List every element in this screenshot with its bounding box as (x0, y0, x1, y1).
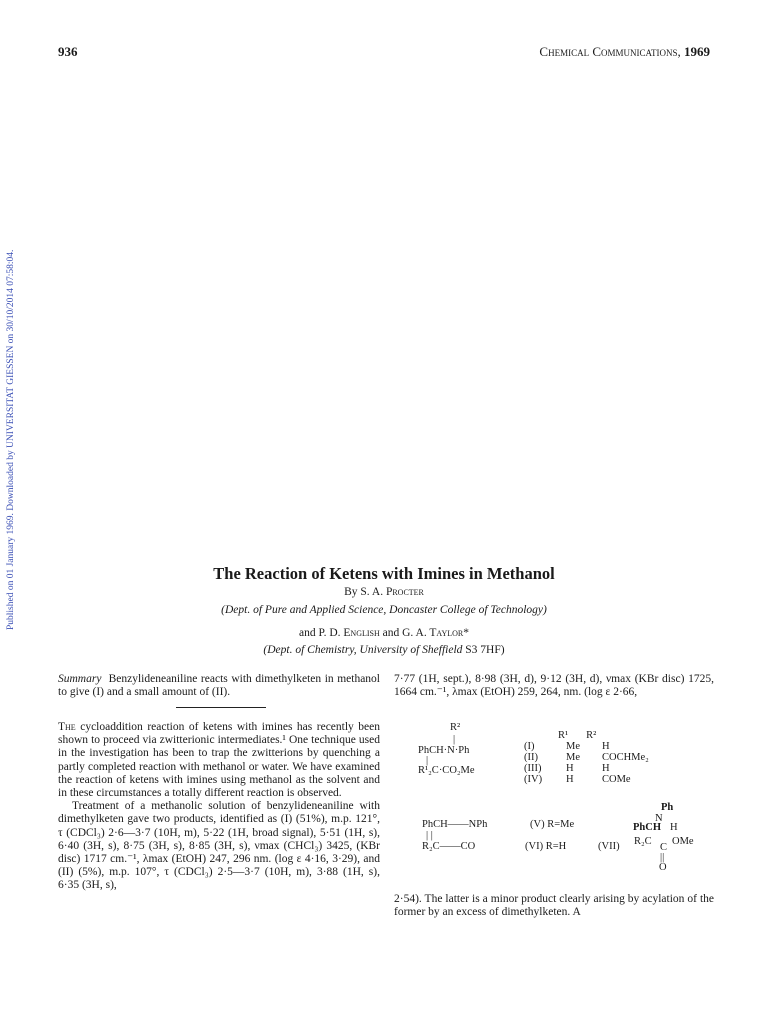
structure-1-line1: PhCH·N·Ph (418, 745, 470, 756)
author-2: P. D. English (318, 627, 380, 639)
structure-7-phch: PhCH (633, 822, 662, 833)
journal-year: 1969 (684, 44, 710, 59)
table-row: (III) H H (524, 763, 610, 774)
summary-label: Summary (58, 673, 102, 685)
structure-6-label: (VI) R=H (525, 841, 567, 852)
summary (58, 673, 380, 699)
affiliation-2 (0, 644, 768, 656)
structure-5-label: (V) R=Me (530, 819, 575, 830)
author-3: G. A. Taylor* (402, 627, 469, 639)
structure-7-h: H (670, 822, 678, 833)
article-title: The Reaction of Ketens with Imines in Methanol (213, 564, 555, 583)
and-prefix-2: and (382, 627, 400, 639)
structure-7-ome: OMe (672, 836, 694, 847)
structure-2-bonds: | | (426, 830, 433, 841)
structure-2-line1: PhCH——NPh (422, 819, 488, 830)
structure-7-label: (VII) (598, 841, 620, 852)
paragraph-2: Treatment of a methanolic solution of benzylideneaniline with dimethylketen gave two products, identified as (I) (51%), m.p. 121°, τ (CDCl₃) 2·6—3·7 (10H, m), 5·22 (1H, broad signal), 5·51 (1H, s), 6·40 (3H, s), 8·75 (3H, s), 8·85 (3H, s), νmax (CHCl₃) 3425, (KBr disc) 1717 cm.⁻¹, λmax (EtOH) 247, 296 nm. (log ε 4·16, 3·29), and (II) (5%), m.p. 107°, τ (CDCl₃) 2·5—3·7 (10H, m), 3·88 (1H, s), 6·35 (3H, s), (58, 800, 380, 892)
structure-1-bond-2: | (426, 755, 429, 766)
substituent-table (524, 730, 674, 785)
structure-2-line2: R₂C——CO (422, 841, 476, 852)
structure-7-double-bond: || (660, 852, 665, 863)
structure-1-line2: R¹₂C·CO₂Me (418, 765, 475, 776)
affiliation-2-postcode: S3 7HF) (465, 644, 505, 656)
byline-1 (0, 586, 768, 598)
structure-7-n: N (655, 813, 663, 824)
affiliation-2-text: (Dept. of Chemistry, University of Sheffield (263, 644, 463, 656)
body-right-top: 7·77 (1H, sept.), 8·98 (3H, d), 9·12 (3H, d), νmax (KBr disc) 1725, 1664 cm.⁻¹, λmax (EtOH) 259, 264, nm. (log ε 2·66, (394, 673, 714, 699)
byline-2 (0, 627, 768, 639)
running-head: Chemical Communications, 1969 (539, 44, 710, 59)
lead-word: The (58, 721, 76, 733)
and-prefix: and (298, 627, 316, 639)
structure-1-bond: | (453, 734, 456, 745)
section-divider (176, 707, 266, 708)
summary-text: Benzylideneaniline reacts with dimethylketen in methanol to give (I) and a small amount of (II). (58, 673, 380, 699)
table-header-r2: R² (586, 730, 597, 741)
structure-1-r2: R² (450, 722, 461, 733)
affiliation-1: (Dept. of Pure and Applied Science, Doncaster College of Technology) (221, 604, 547, 616)
structure-7-ph: Ph (661, 802, 674, 813)
journal-name: Chemical Communications (539, 44, 678, 59)
paragraph-1: cycloaddition reaction of ketens with imines has recently been shown to proceed via zwitterionic intermediates.¹ One technique used in the investigation has been to trap the zwitterions by quenching a partly completed reaction with methanol or water. We have examined the reaction of ketens with imines using methanol as the solvent and in these circumstances a totally different reaction is observed. (58, 721, 381, 800)
structure-7-r2c: R₂C (634, 836, 652, 847)
structure-7-o: O (659, 862, 667, 873)
table-row: (IV) H COMe (524, 774, 631, 785)
table-row: (II) Me COCHMe₂ (524, 752, 649, 763)
page-number: 936 (58, 44, 78, 59)
structure-7-c: C (660, 842, 668, 853)
download-watermark: Published on 01 January 1969. Downloaded by UNIVERSITAT GIESSEN on 30/10/2014 07:58:04. (6, 249, 16, 630)
body-left-column (58, 721, 380, 893)
table-row: (I) Me H (524, 741, 610, 752)
by-prefix: By (344, 586, 358, 598)
author-1: S. A. Procter (360, 586, 424, 598)
body-right-bottom: 2·54). The latter is a minor product clearly arising by acylation of the former by an excess of dimethylketen. A (394, 893, 714, 919)
table-header-r1: R¹ (558, 730, 569, 741)
